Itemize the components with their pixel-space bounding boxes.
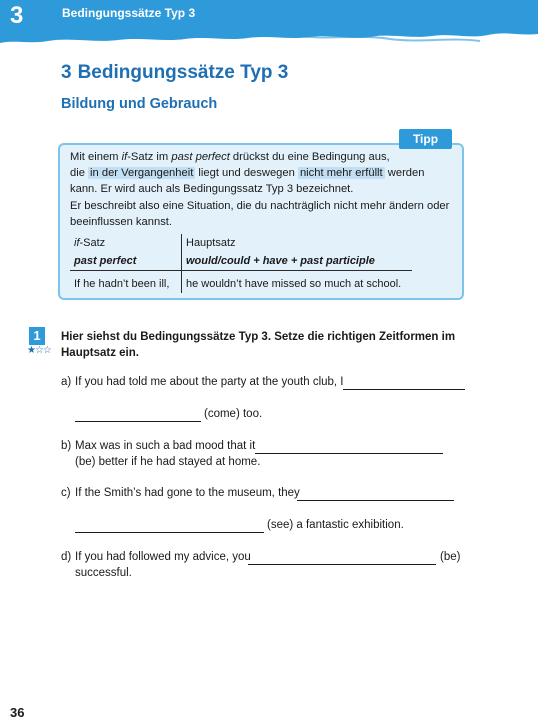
table-example-main: he wouldn’t have missed so much at school. [186, 278, 402, 290]
item-d-text-2: successful. [75, 567, 132, 579]
tipp-line-3: kann. Er wird auch als Bedingungssatz Typ 3 bezeichnet. [70, 183, 354, 196]
item-c-text-2: (see) a fantastic exhibition. [267, 519, 404, 531]
exercise-instructions: Hier siehst du Bedingungssätze Typ 3. Setze die richtigen Zeitformen im Hauptsatz ein. [61, 331, 456, 359]
highlight-vergangenheit: in der Vergangenheit [90, 167, 194, 180]
tipp-line-2: die in der Vergangenheit liegt und deswegen nicht mehr erfüllt werden [70, 167, 425, 180]
page-title-text: Bedingungssätze Typ 3 [77, 62, 289, 83]
item-b-blank[interactable] [255, 453, 443, 454]
item-c-letter: c) [61, 487, 71, 499]
item-c-blank-2[interactable] [75, 532, 264, 533]
grammar-table [70, 234, 412, 293]
item-d-text-end: (be) [440, 551, 461, 563]
tipp-line-4: Er beschreibt also eine Situation, die du nachträglich nicht mehr ändern oder beeinflussen kannst. [70, 199, 450, 228]
item-a-text-2: (come) too. [204, 408, 263, 420]
item-b-text: Max was in such a bad mood that it [75, 440, 256, 452]
table-form-row [70, 252, 412, 271]
page-number: 36 [10, 705, 25, 720]
table-header-if-satz: if-Satz [70, 234, 182, 252]
item-a-blank-2[interactable] [75, 421, 201, 422]
item-a-text: If you had told me about the party at the youth club, I [75, 376, 344, 388]
tipp-text [70, 149, 458, 230]
table-form-main: would/could + have + past participle [182, 252, 413, 271]
table-example-if: If he hadn’t been ill, [70, 271, 182, 294]
difficulty-stars-icon: ★☆☆ [27, 345, 51, 356]
item-c-text: If the Smith’s had gone to the museum, they [75, 487, 300, 499]
page-title [61, 62, 288, 84]
chapter-number: 3 [10, 2, 24, 29]
item-b-letter: b) [61, 440, 72, 452]
tipp-line-1: Mit einem if-Satz im past perfect drückst du eine Bedingung aus, [70, 151, 390, 163]
exercise-number-badge: 1 [29, 327, 45, 345]
header-title: Bedingungssätze Typ 3 [62, 6, 196, 20]
item-c-blank-1[interactable] [297, 500, 454, 501]
table-form-if: past perfect [70, 252, 182, 271]
highlight-nicht-mehr-erfuellt: nicht mehr erfüllt [299, 167, 383, 180]
table-example-row [70, 271, 412, 294]
chapter-header-band [0, 0, 538, 44]
table-header-hauptsatz: Hauptsatz [186, 237, 236, 249]
tipp-label: Tipp [399, 129, 452, 149]
page-title-number: 3 [61, 62, 72, 83]
section-heading: Bildung und Gebrauch [61, 96, 218, 112]
item-d-letter: d) [61, 551, 72, 563]
item-a-letter: a) [61, 376, 72, 388]
table-header-row [70, 234, 412, 252]
item-d-text: If you had followed my advice, you [75, 551, 251, 563]
item-d-blank[interactable] [248, 564, 436, 565]
item-a-blank-1[interactable] [343, 389, 465, 390]
item-b-text-2: (be) better if he had stayed at home. [75, 456, 261, 468]
